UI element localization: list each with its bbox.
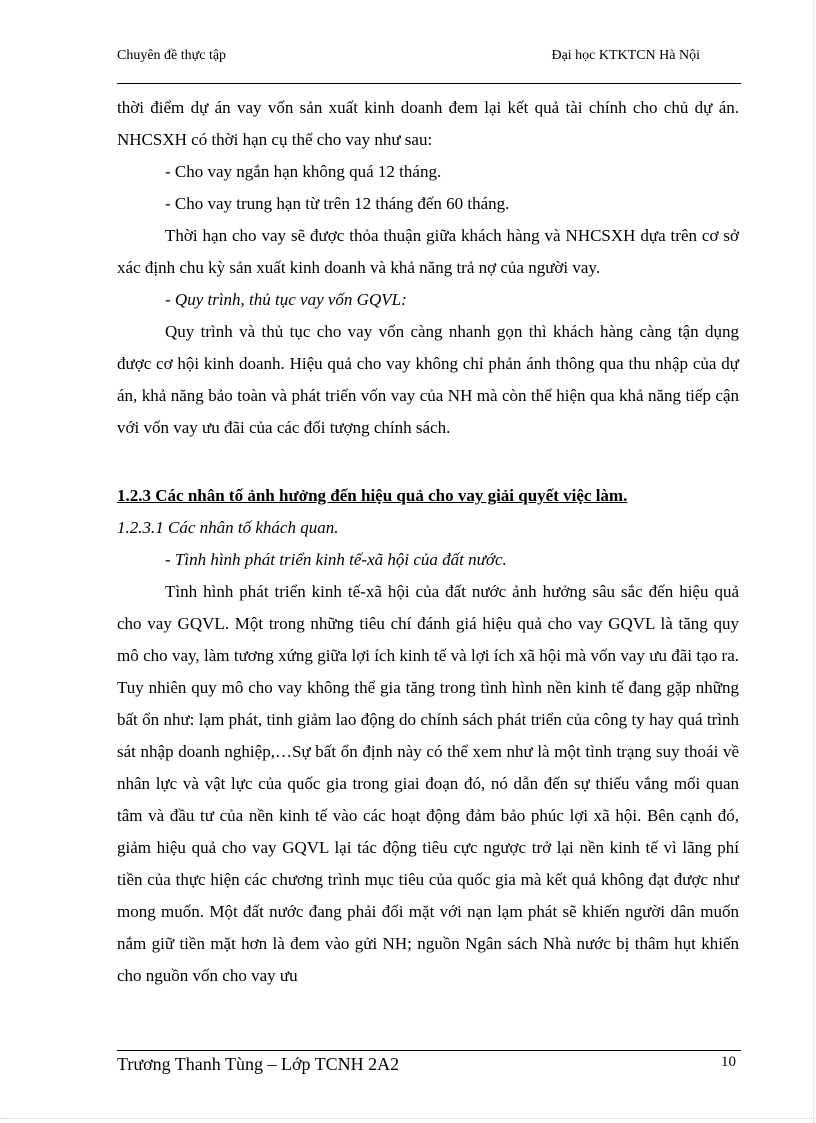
page-header	[117, 48, 742, 70]
paragraph-loan-term-intro: thời điểm dự án vay vốn sản xuất kinh doanh đem lại kết quả tài chính cho chủ dự án. NHCSXH có thời hạn cụ thể cho vay như sau:	[117, 98, 739, 149]
page-right-edge	[813, 0, 814, 1123]
header-university: Đại học KTKTCN Hà Nội	[551, 48, 700, 63]
paragraph-socioeconomic-impact: Tình hình phát triển kinh tế-xã hội của đất nước ảnh hưởng sâu sắc đến hiệu quả cho vay GQVL. Một trong những tiêu chí đánh giá hiệu quả cho vay GQVL là tăng quy mô cho vay, làm tương xứng giữa lợi ích kinh tế và lợi ích xã hội mà vốn vay ưu đãi tạo ra. Tuy nhiên quy mô cho vay không thể gia tăng trong tình hình nền kinh tế đang gặp những bất ổn như: lạm phát, tinh giảm lao động do chính sách phát triển của công ty hay quá trình sát nhập doanh nghiệp,…Sự bất ổn định này có thể xem như là một tình trạng suy thoái về nhân lực và vật lực của quốc gia trong giai đoạn đó, nó dẫn đến sự thiếu vắng mối quan tâm và đầu tư của nền kinh tế vào các hoạt động đảm bảo phúc lợi xã hội. Bên cạnh đó, giảm hiệu quả cho vay GQVL lại tác động tiêu cực ngược trở lại nền kinh tế vì lãng phí tiền của thực hiện các chương trình mục tiêu của quốc gia mà kết quả không đạt được như mong muốn. Một đất nước đang phải đối mặt với nạn lạm phát sẽ khiến người dân muốn nắm giữ tiền mặt hơn là đem vào gửi NH; nguồn Ngân sách Nhà nước bị thâm hụt khiến cho nguồn vốn cho vay ưu	[117, 582, 739, 985]
footer-author: Trương Thanh Tùng – Lớp TCNH 2A2	[117, 1054, 400, 1074]
bullet-medium-term: - Cho vay trung hạn từ trên 12 tháng đến 60 tháng.	[165, 194, 510, 213]
header-document-type: Chuyên đề thực tập	[117, 48, 227, 63]
section-heading-factors: 1.2.3 Các nhân tố ảnh hưởng đến hiệu quả cho vay giải quyết việc làm.	[117, 486, 628, 505]
subheading-socioeconomic-development: - Tình hình phát triển kinh tế-xã hội của đất nước.	[165, 550, 507, 569]
page-bottom-edge	[0, 1118, 816, 1119]
subsection-heading-objective-factors: 1.2.3.1 Các nhân tố khách quan.	[117, 518, 339, 537]
header-divider	[117, 83, 741, 84]
page-body	[117, 92, 739, 992]
paragraph-loan-term-agreement: Thời hạn cho vay sẽ được thỏa thuận giữa khách hàng và NHCSXH dựa trên cơ sở xác định chu kỳ sản xuất kinh doanh và khả năng trả nợ của người vay.	[117, 226, 739, 277]
page-number: 10	[721, 1054, 736, 1070]
subheading-loan-procedure: - Quy trình, thủ tục vay vốn GQVL:	[165, 290, 407, 309]
bullet-short-term: - Cho vay ngắn hạn không quá 12 tháng.	[165, 162, 442, 181]
footer-divider	[117, 1050, 741, 1051]
paragraph-loan-procedure: Quy trình và thủ tục cho vay vốn càng nhanh gọn thì khách hàng càng tận dụng được cơ hội kinh doanh. Hiệu quả cho vay không chỉ phản ánh thông qua thu nhập của dự án, khả năng bảo toàn và phát triển vốn vay của NH mà còn thể hiện qua khả năng tiếp cận với vốn vay ưu đãi của các đối tượng chính sách.	[117, 322, 739, 437]
